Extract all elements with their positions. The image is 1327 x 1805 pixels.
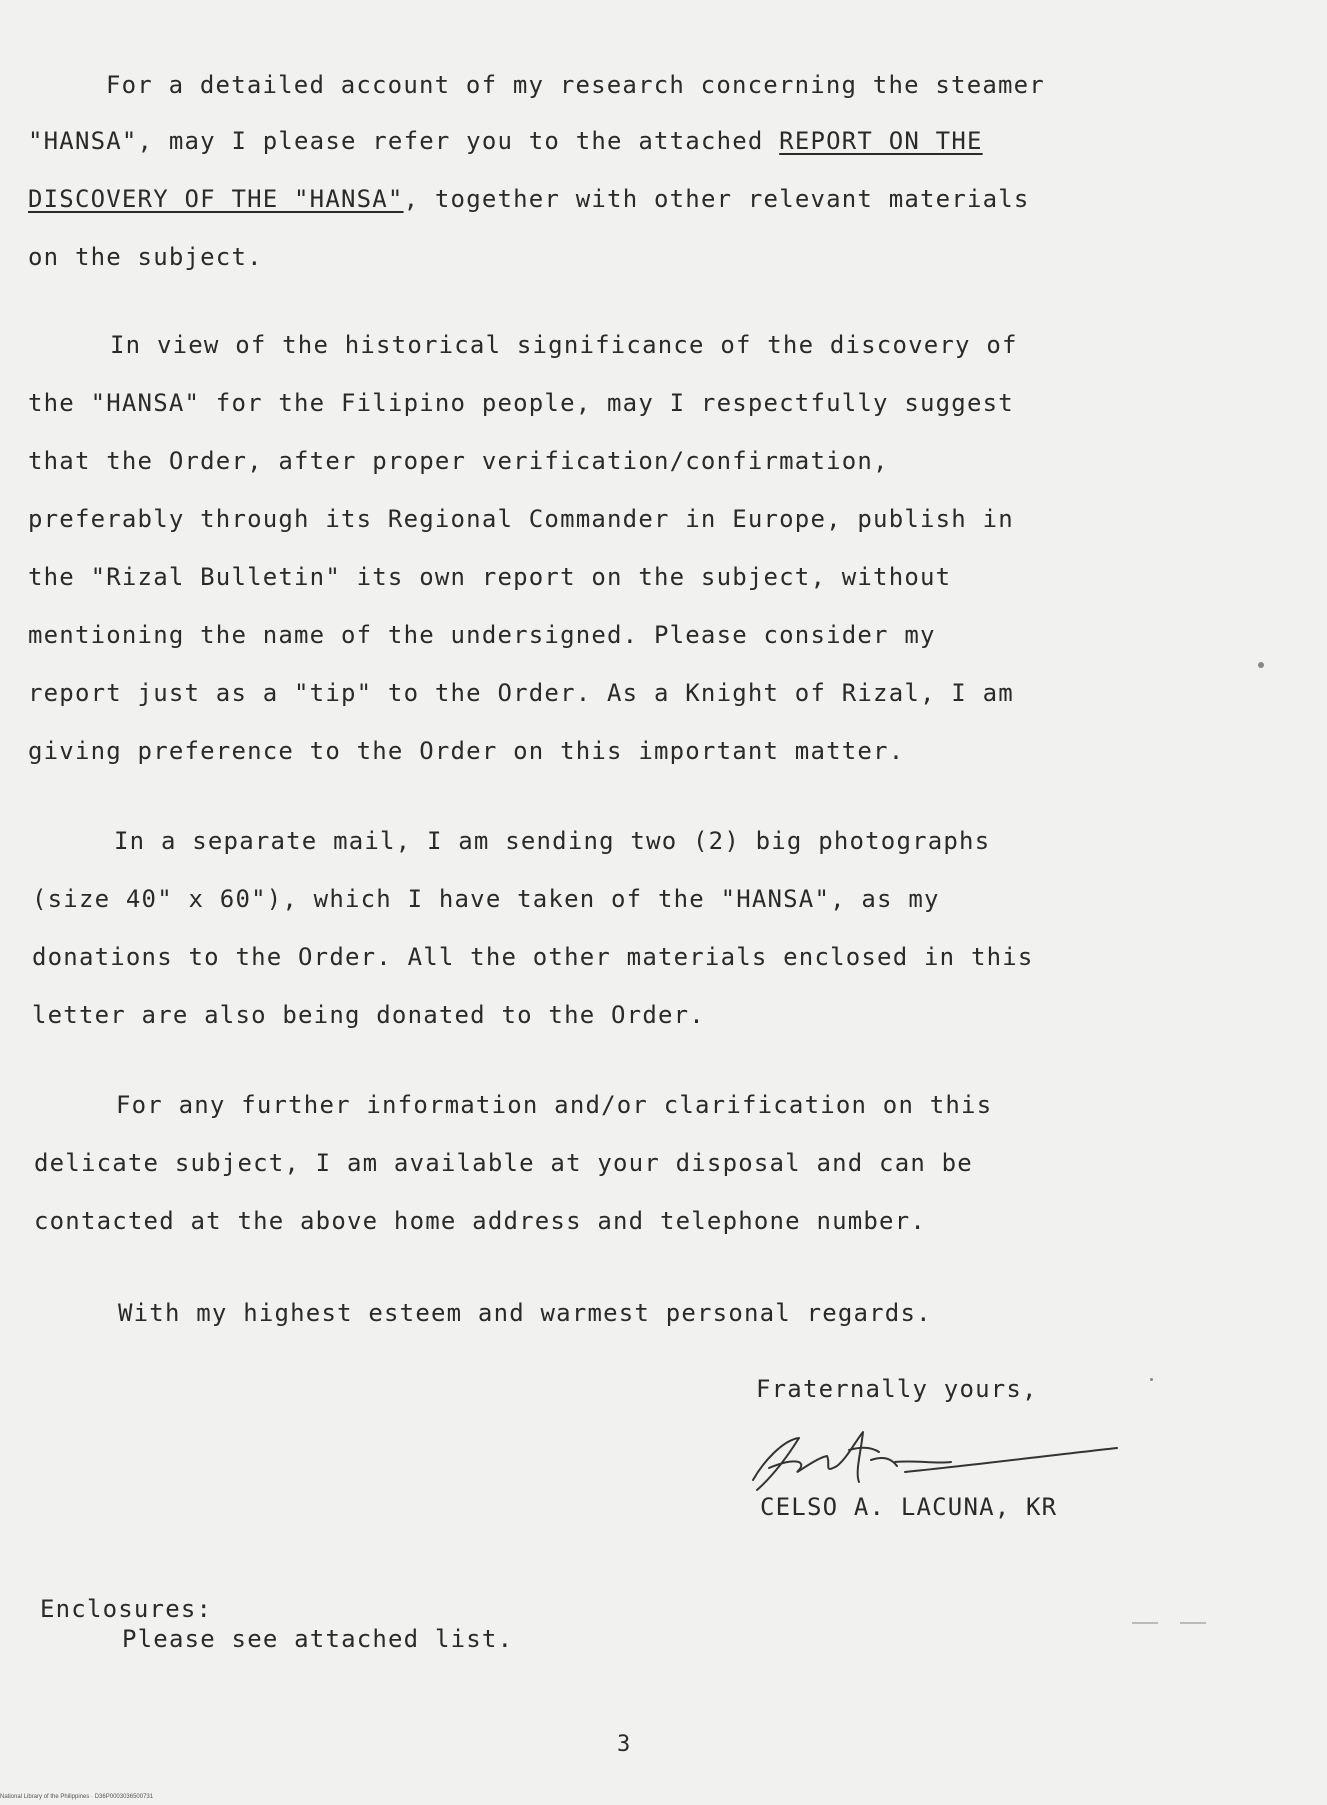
signatory-name: CELSO A. LACUNA, KR <box>760 1493 1058 1521</box>
enclosures-label: Enclosures: <box>40 1595 213 1623</box>
page-number: 3 <box>617 1732 631 1757</box>
scan-mark <box>1180 1622 1206 1624</box>
text-line: With my highest esteem and warmest personal regards. <box>118 1299 932 1327</box>
footer-note: National Library of the Philippines · D36P0003036500731 <box>0 1794 154 1800</box>
closing-text: Fraternally yours, <box>756 1375 1038 1403</box>
report-title-part-2: DISCOVERY OF THE "HANSA" <box>28 185 404 213</box>
text-line: For any further information and/or clarification on this <box>116 1091 993 1119</box>
scan-speck <box>1150 1378 1153 1381</box>
text-line: In view of the historical significance of the discovery of <box>110 331 1018 359</box>
text-line: delicate subject, I am available at your disposal and can be <box>34 1149 973 1177</box>
text-line: letter are also being donated to the Order. <box>32 1001 705 1029</box>
text-line: that the Order, after proper verification/confirmation, <box>28 447 889 475</box>
text-line-end: together with other relevant materials <box>434 185 1030 213</box>
text-line: on the subject. <box>28 243 263 271</box>
text-line: donations to the Order. All the other materials enclosed in this <box>32 943 1034 971</box>
text-line: the "Rizal Bulletin" its own report on the subject, without <box>28 563 952 591</box>
text-line: mentioning the name of the undersigned. Please consider my <box>28 621 936 649</box>
report-title-part-1: REPORT ON THE <box>779 127 983 155</box>
text-line: the "HANSA" for the Filipino people, may I respectfully suggest <box>28 389 1014 417</box>
text-line: preferably through its Regional Commander in Europe, publish in <box>28 505 1014 533</box>
text-line: report just as a "tip" to the Order. As a Knight of Rizal, I am <box>28 679 1014 707</box>
text-line: contacted at the above home address and telephone number. <box>34 1207 927 1235</box>
text-line: giving preference to the Order on this important matter. <box>28 737 905 765</box>
text-line: For a detailed account of my research concerning the steamer <box>106 71 1045 99</box>
enclosures-text: Please see attached list. <box>122 1625 514 1653</box>
text-line: In a separate mail, I am sending two (2) big photographs <box>114 827 991 855</box>
text-line: DISCOVERY OF THE "HANSA", together with other relevant materials <box>28 185 1030 213</box>
text-line <box>28 126 1162 156</box>
scan-speck <box>1258 662 1264 668</box>
scan-mark <box>1132 1622 1158 1624</box>
text-line: (size 40" x 60"), which I have taken of the "HANSA", as my <box>32 885 940 913</box>
text-line-start: "HANSA", may I please refer you to the attached <box>28 127 780 155</box>
